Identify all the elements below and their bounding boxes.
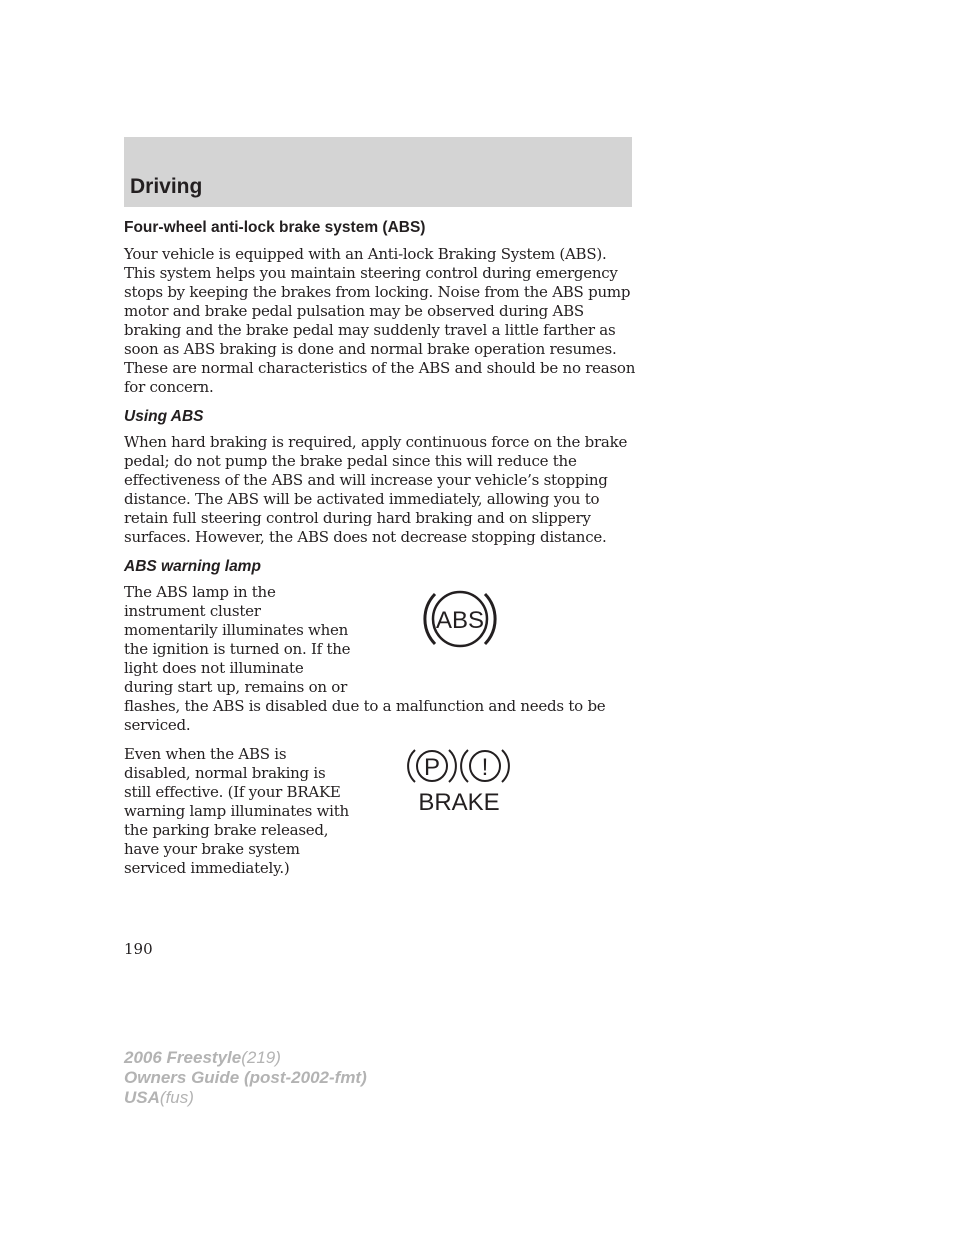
abs-heading: Four-wheel anti-lock brake system (ABS) bbox=[124, 219, 426, 236]
brake-lamp-block bbox=[124, 745, 639, 878]
exclamation-symbol: ! bbox=[481, 754, 489, 781]
abs-icon-label: ABS bbox=[435, 607, 485, 634]
footer-line-1 bbox=[124, 1048, 367, 1068]
document-footer bbox=[124, 1048, 367, 1108]
brake-icon-box bbox=[354, 745, 639, 845]
section-header-band bbox=[124, 137, 632, 207]
abs-warning-lamp-icon bbox=[419, 580, 501, 658]
section-title: Driving bbox=[130, 175, 203, 198]
footer-model: 2006 Freestyle bbox=[124, 1048, 242, 1067]
footer-model-code: (219) bbox=[241, 1048, 281, 1067]
abs-lamp-paragraph: The ABS lamp in the instrument cluster momentarily illuminates when the ignition is turned on. If the light does not illuminate during start up, remains on or flashes, the ABS is disabled due to a malfunction and needs to be serviced. bbox=[124, 583, 606, 734]
footer-line-2 bbox=[124, 1068, 367, 1088]
footer-market-code: (fus) bbox=[159, 1088, 194, 1107]
abs-icon-box bbox=[354, 583, 639, 685]
brake-lamp-paragraph: Even when the ABS is disabled, normal braking is still effective. (If your BRAKE warning lamp illuminates with the parking brake released, have your brake system serviced immediately.) bbox=[124, 745, 349, 877]
footer-guide-name: Owners Guide (post-2002-fmt) bbox=[124, 1068, 367, 1087]
page-number: 190 bbox=[124, 940, 153, 958]
footer-line-3 bbox=[124, 1088, 367, 1108]
parking-brake-symbol: P bbox=[423, 754, 441, 781]
brake-warning-lamp-icon bbox=[404, 742, 516, 814]
abs-lamp-block bbox=[124, 583, 639, 735]
abs-intro-paragraph: Your vehicle is equipped with an Anti-lock Braking System (ABS). This system helps you maintain steering control during emergency stops by keeping the brakes from locking. Noise from the ABS pump motor and brake pedal pulsation may be observed during ABS braking and the brake pedal may suddenly travel a little farther as soon as ABS braking is done and normal brake operation resumes. These are normal characteristics of the ABS and should be no reason for concern. bbox=[124, 245, 636, 396]
page-content bbox=[124, 218, 639, 888]
using-abs-heading: Using ABS bbox=[124, 408, 204, 425]
using-abs-paragraph: When hard braking is required, apply continuous force on the brake pedal; do not pump the brake pedal since this will reduce the effectiveness of the ABS and will increase your vehicle’s stopping distance. The ABS will be activated immediately, allowing you to retain full steering control during hard braking and on slippery surfaces. However, the ABS does not decrease stopping distance. bbox=[124, 433, 628, 546]
abs-warning-lamp-heading: ABS warning lamp bbox=[124, 558, 261, 575]
brake-icon-label: BRAKE bbox=[418, 789, 500, 814]
footer-market: USA bbox=[124, 1088, 160, 1107]
